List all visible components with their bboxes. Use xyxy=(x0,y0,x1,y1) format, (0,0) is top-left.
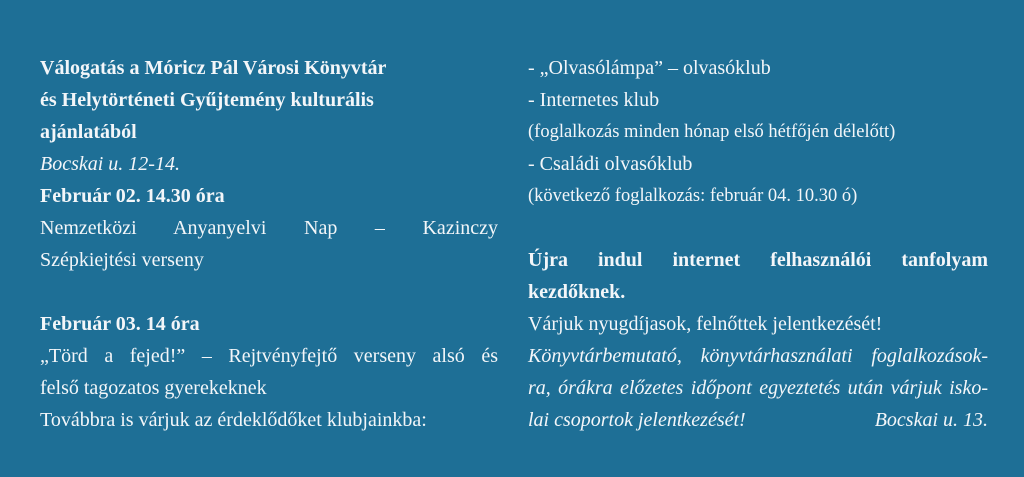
right-address: Bocskai u. 13. xyxy=(874,409,988,431)
course-text: Várjuk nyugdíjasok, felnőttek jelentkezését! xyxy=(528,313,883,335)
event2-desc-line-1: „Törd a fejed!” – Rejtvényfejtő verseny alsó és xyxy=(40,345,498,367)
library-address: Bocskai u. 12-14. xyxy=(40,153,180,175)
club-note-internet: (foglalkozás minden hónap első hétfőjén délelőtt) xyxy=(528,122,896,142)
heading-line-1: Válogatás a Móricz Pál Városi Könyvtár xyxy=(40,57,387,79)
right-column xyxy=(528,52,988,436)
course-heading-line-1: Újra indul internet felhasználói tanfolyam xyxy=(528,249,988,271)
heading-line-3: ajánlatából xyxy=(40,121,137,143)
event1-date: Február 02. 14.30 óra xyxy=(40,185,225,207)
club-item-olvasolampa: - „Olvasólámpa” – olvasóklub xyxy=(528,57,771,79)
italic-line-3-row xyxy=(528,404,988,436)
club-item-internet: - Internetes klub xyxy=(528,89,660,111)
club-item-family: - Családi olvasóklub xyxy=(528,153,693,175)
club-note-family: (következő foglalkozás: február 04. 10.30 ó) xyxy=(528,186,858,206)
spacer xyxy=(528,212,988,244)
italic-line-1: Könyvtárbemutató, könyvtárhasználati foglalkozások- xyxy=(528,345,988,367)
event2-date: Február 03. 14 óra xyxy=(40,313,200,335)
event2-desc-line-2: felső tagozatos gyerekeknek xyxy=(40,377,267,399)
spacer xyxy=(40,276,498,308)
event1-desc-line-2: Szépkiejtési verseny xyxy=(40,249,204,271)
course-heading-line-2: kezdőknek. xyxy=(528,281,626,303)
event1-desc-line-1: Nemzetközi Anyanyelvi Nap – Kazinczy xyxy=(40,217,498,239)
clubs-intro: Továbbra is várjuk az érdeklődőket klubjainkba: xyxy=(40,409,427,431)
heading-line-2: és Helytörténeti Gyűjtemény kulturális xyxy=(40,89,374,111)
italic-line-2: ra, órákra előzetes időpont egyeztetés után várjuk isko- xyxy=(528,377,988,399)
italic-line-3: lai csoportok jelentkezését! xyxy=(528,409,746,431)
left-column xyxy=(40,52,498,436)
